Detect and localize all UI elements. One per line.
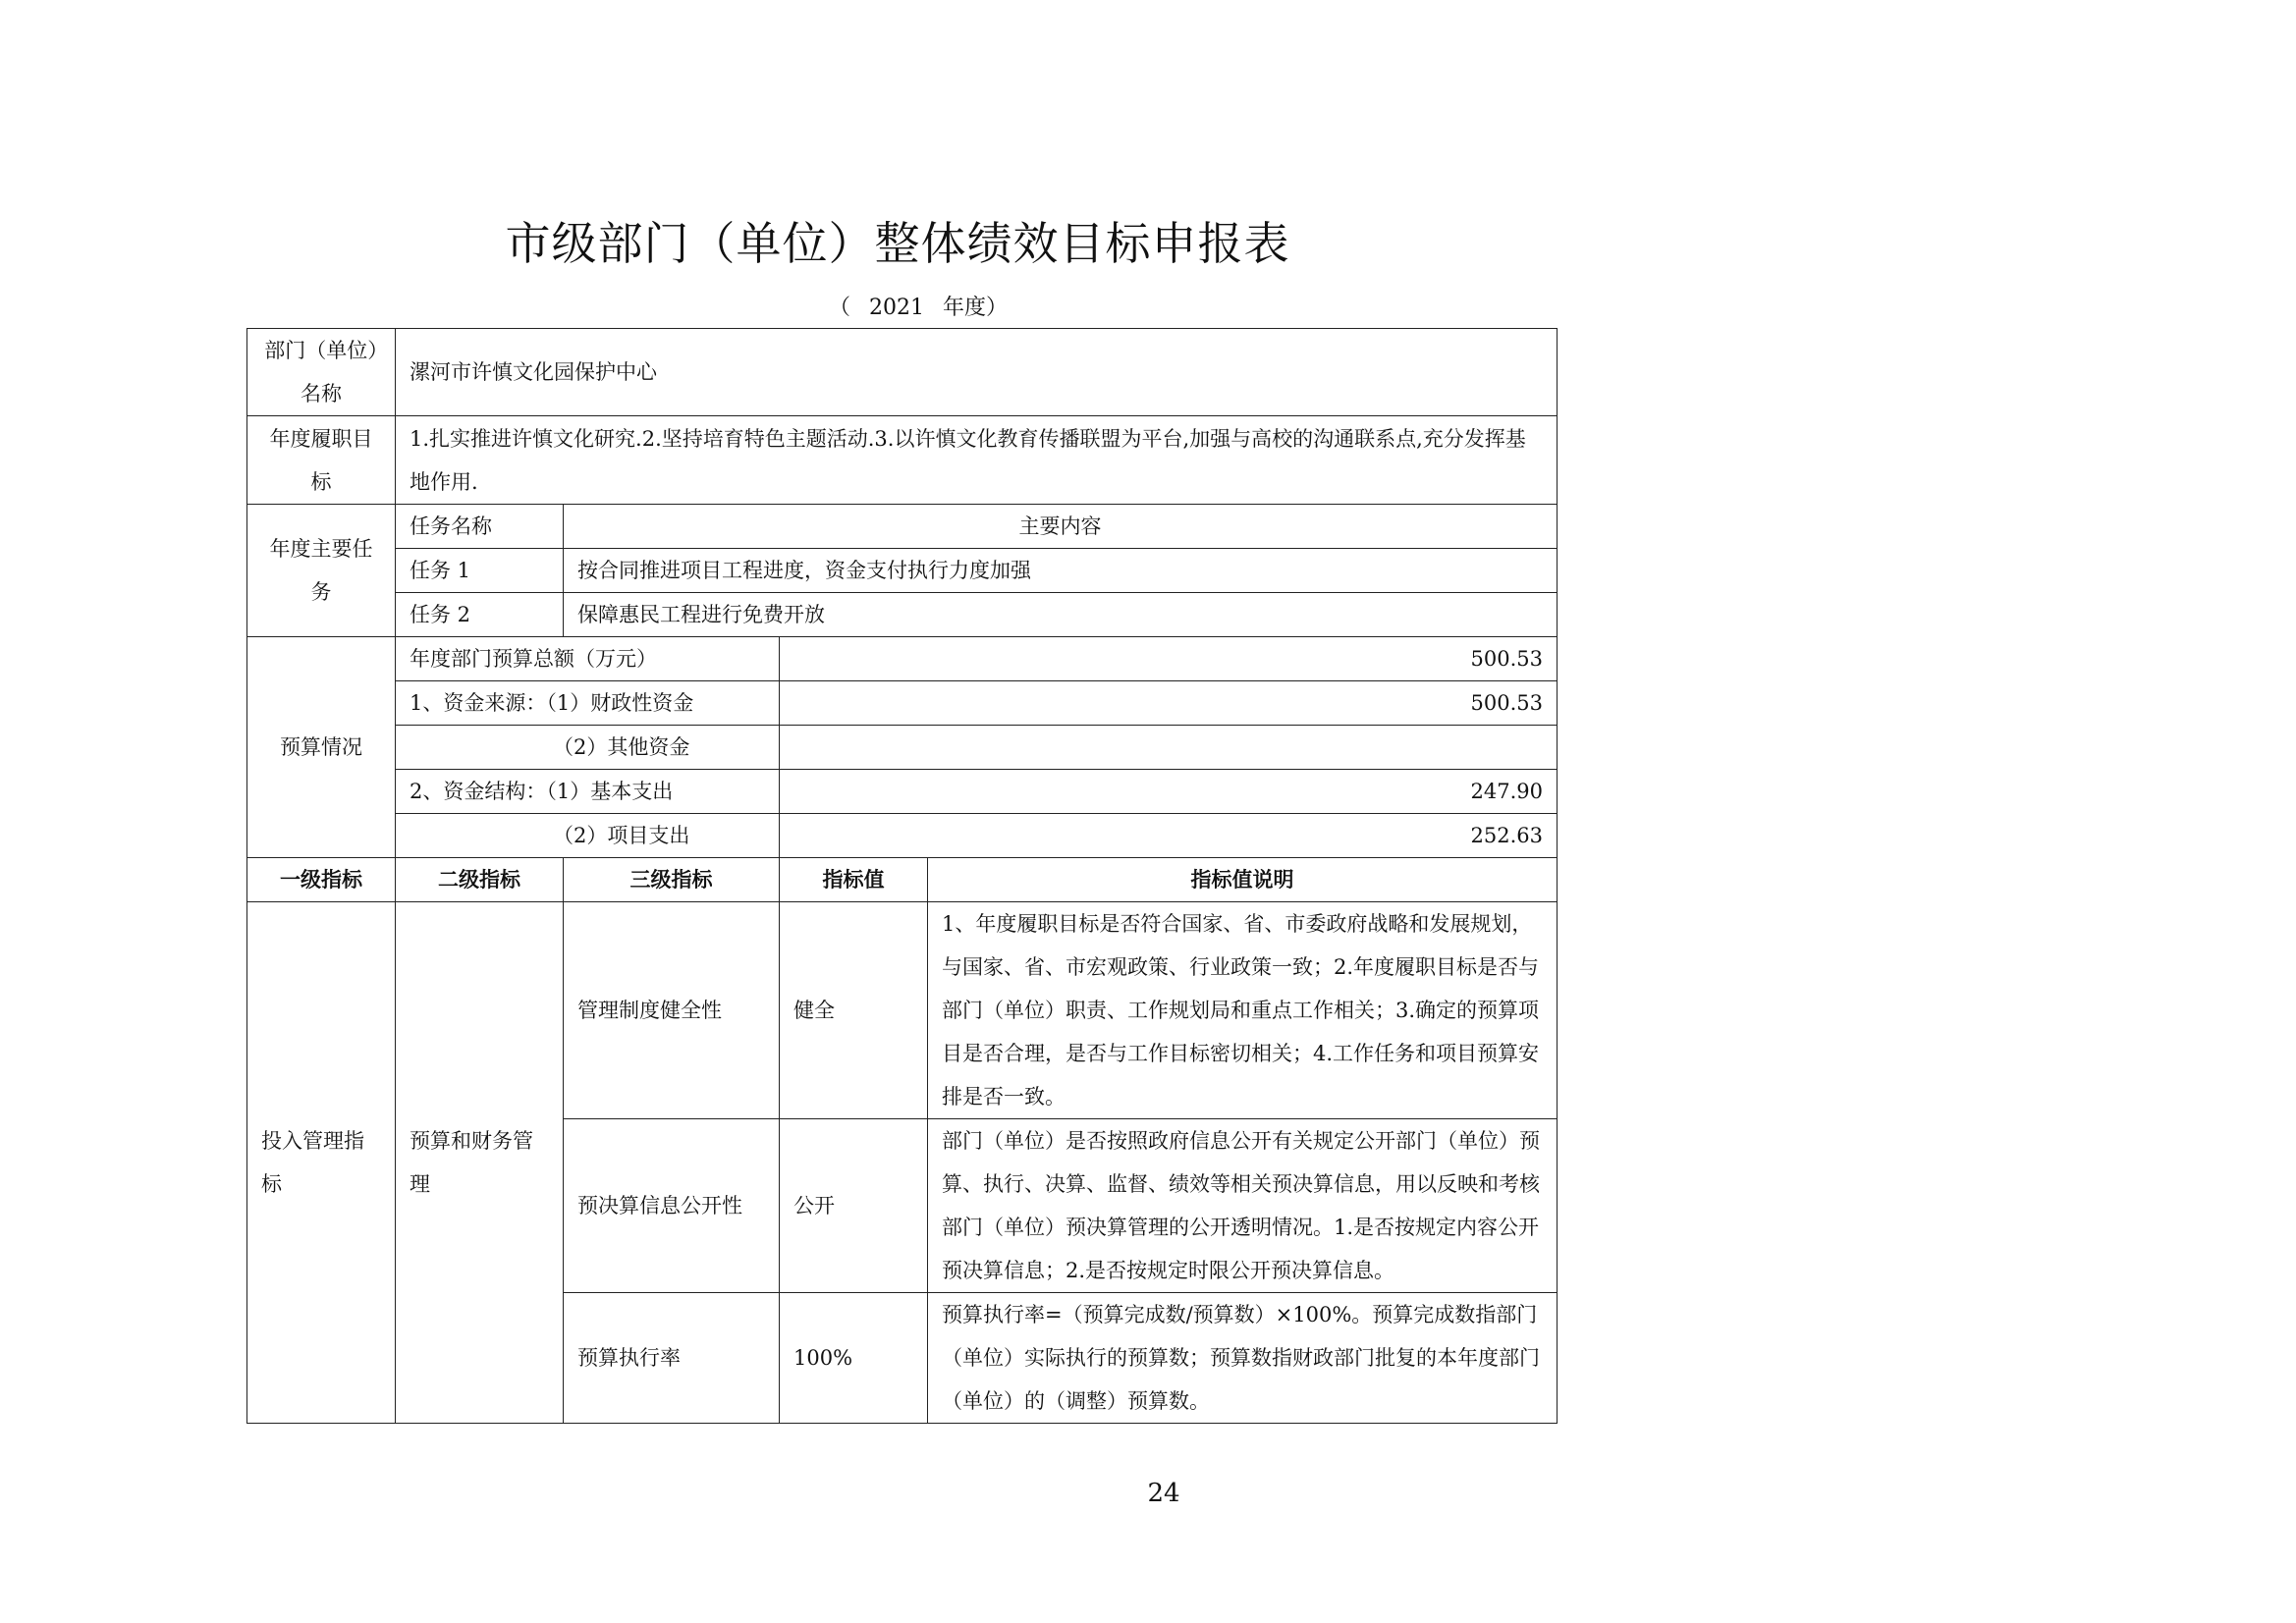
subtitle-year: 2021 [869,296,924,320]
budget-source-row [247,681,1558,726]
goal-row [247,416,1558,505]
indicator-desc: 预算执行率=（预算完成数/预算数）×100%。预算完成数指部门（单位）实际执行的预算数；预算数指财政部门批复的本年度部门（单位）的（调整）预算数。 [928,1293,1558,1424]
budget-project-value: 252.63 [780,814,1558,858]
budget-source-value: 500.53 [780,681,1558,726]
header-desc: 指标值说明 [928,858,1558,902]
page-title: 市级部门（单位）整体绩效目标申报表 [505,217,1290,270]
budget-total-label: 年度部门预算总额（万元） [396,637,780,681]
task-content: 保障惠民工程进行免费开放 [564,593,1558,637]
indicator-l3: 预算执行率 [564,1293,780,1424]
page-number: 24 [1147,1479,1180,1508]
budget-other-label: （2）其他资金 [396,726,780,770]
indicator-l2: 预算和财务管理 [396,902,564,1424]
performance-table [246,328,1558,1424]
budget-total-value: 500.53 [780,637,1558,681]
task-content-header: 主要内容 [564,505,1558,549]
header-l2: 二级指标 [396,858,564,902]
dept-label: 部门（单位）名称 [247,329,396,416]
indicator-l3: 管理制度健全性 [564,902,780,1119]
indicator-desc: 部门（单位）是否按照政府信息公开有关规定公开部门（单位）预算、执行、决算、监督、绩效等相关预决算信息，用以反映和考核部门（单位）预决算管理的公开透明情况。1.是否按规定内容公开预决算信息；2.是否按规定时限公开预决算信息。 [928,1119,1558,1293]
indicator-value: 100% [780,1293,928,1424]
budget-project-label: （2）项目支出 [396,814,780,858]
task-name-header: 任务名称 [396,505,564,549]
budget-total-row [247,637,1558,681]
header-l3: 三级指标 [564,858,780,902]
goal-label: 年度履职目标 [247,416,396,505]
task-content: 按合同推进项目工程进度，资金支付执行力度加强 [564,549,1558,593]
budget-other-value [780,726,1558,770]
budget-source-label: 1、资金来源：（1）财政性资金 [396,681,780,726]
indicator-value: 公开 [780,1119,928,1293]
task-name: 任务 2 [396,593,564,637]
task-header-row [247,505,1558,549]
task-name: 任务 1 [396,549,564,593]
header-l1: 一级指标 [247,858,396,902]
header-value: 指标值 [780,858,928,902]
goal-value: 1.扎实推进许慎文化研究.2.坚持培育特色主题活动.3.以许慎文化教育传播联盟为平台,加强与高校的沟通联系点,充分发挥基地作用. [396,416,1558,505]
indicator-header-row [247,858,1558,902]
budget-other-row [247,726,1558,770]
indicator-value: 健全 [780,902,928,1119]
year-subtitle [0,291,1836,321]
subtitle-open: （ [828,296,850,320]
dept-value: 漯河市许慎文化园保护中心 [396,329,1558,416]
indicator-l3: 预决算信息公开性 [564,1119,780,1293]
budget-struct-label: 2、资金结构：（1）基本支出 [396,770,780,814]
subtitle-unit: 年度） [943,296,1009,320]
indicator-desc: 1、年度履职目标是否符合国家、省、市委政府战略和发展规划，与国家、省、市宏观政策、行业政策一致；2.年度履职目标是否与部门（单位）职责、工作规划局和重点工作相关；3.确定的预算项目是否合理，是否与工作目标密切相关；4.工作任务和项目预算安排是否一致。 [928,902,1558,1119]
budget-struct-value: 247.90 [780,770,1558,814]
tasks-label: 年度主要任务 [247,505,396,637]
indicator-l1: 投入管理指标 [247,902,396,1424]
budget-label: 预算情况 [247,637,396,858]
dept-row [247,329,1558,416]
task-row [247,549,1558,593]
budget-project-row [247,814,1558,858]
indicator-row [247,902,1558,1119]
budget-struct-row [247,770,1558,814]
task-row [247,593,1558,637]
